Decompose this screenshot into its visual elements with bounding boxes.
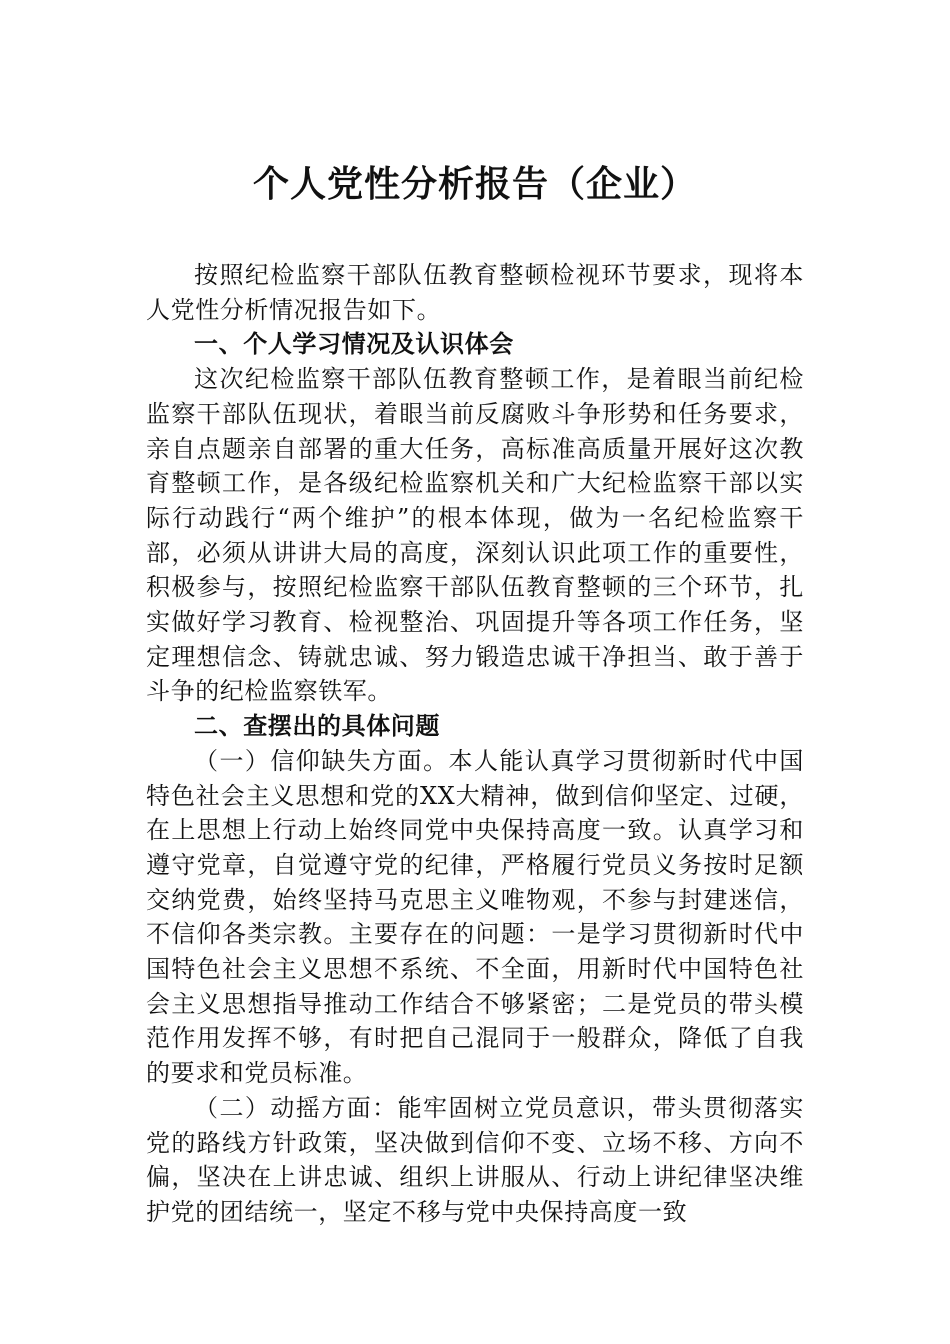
item-2-lead: （二）动摇方面：: [194, 1093, 398, 1122]
document-title: 个人党性分析报告（企业）: [252, 163, 697, 205]
section-1-heading: 一、个人学习情况及认识体会: [194, 330, 514, 359]
section-1-paragraph: 这次纪检监察干部队伍教育整顿工作，是着眼当前纪检监察干部队伍现状，着眼当前反腐败斗争形势和任务要求，亲自点题亲自部署的重大任务，高标准高质量开展好这次教育整顿工作，是各级纪检监察机关和广大纪检监察干部以实际行动践行“两个维护”的根本体现，做为一名纪检监察干部，必须从讲讲大局的高度，深刻认识此项工作的重要性，积极参与，按照纪检监察干部队伍教育整顿的三个环节，扎实做好学习教育、检视整治、巩固提升等各项工作任务，坚定理想信念、铸就忠诚、努力锻造忠诚干净担当、敢于善于斗争的纪检监察铁军。: [146, 365, 804, 706]
section-2-heading: 二、查摆出的具体问题: [194, 712, 440, 741]
item-1-lead: （一）信仰缺失方面。: [194, 746, 449, 775]
section-2-item-2: [146, 1091, 804, 1230]
document-body: [146, 258, 804, 1230]
item-2-body: 能牢固树立党员意识，带头贯彻落实党的路线方针政策，坚决做到信仰不变、立场不移、方向不偏，坚决在上讲忠诚、组织上讲服从、行动上讲纪律坚决维护党的团结统一，坚定不移与党中央保持高度一致: [146, 1093, 804, 1226]
intro-paragraph: 按照纪检监察干部队伍教育整顿检视环节要求，现将本人党性分析情况报告如下。: [146, 261, 804, 324]
item-1-body: 本人能认真学习贯彻新时代中国特色社会主义思想和党的XX大精神，做到信仰坚定、过硬，在上思想上行动上始终同党中央保持高度一致。认真学习和遵守党章，自觉遵守党的纪律，严格履行党员义务按时足额交纳党费，始终坚持马克思主义唯物观，不参与封建迷信，不信仰各类宗教。主要存在的问题：一是学习贯彻新时代中国特色社会主义思想不系统、不全面，用新时代中国特色社会主义思想指导推动工作结合不够紧密；二是党员的带头模范作用发挥不够，有时把自己混同于一般群众，降低了自我的要求和党员标准。: [146, 746, 805, 1088]
section-2-item-1: [146, 744, 804, 1091]
